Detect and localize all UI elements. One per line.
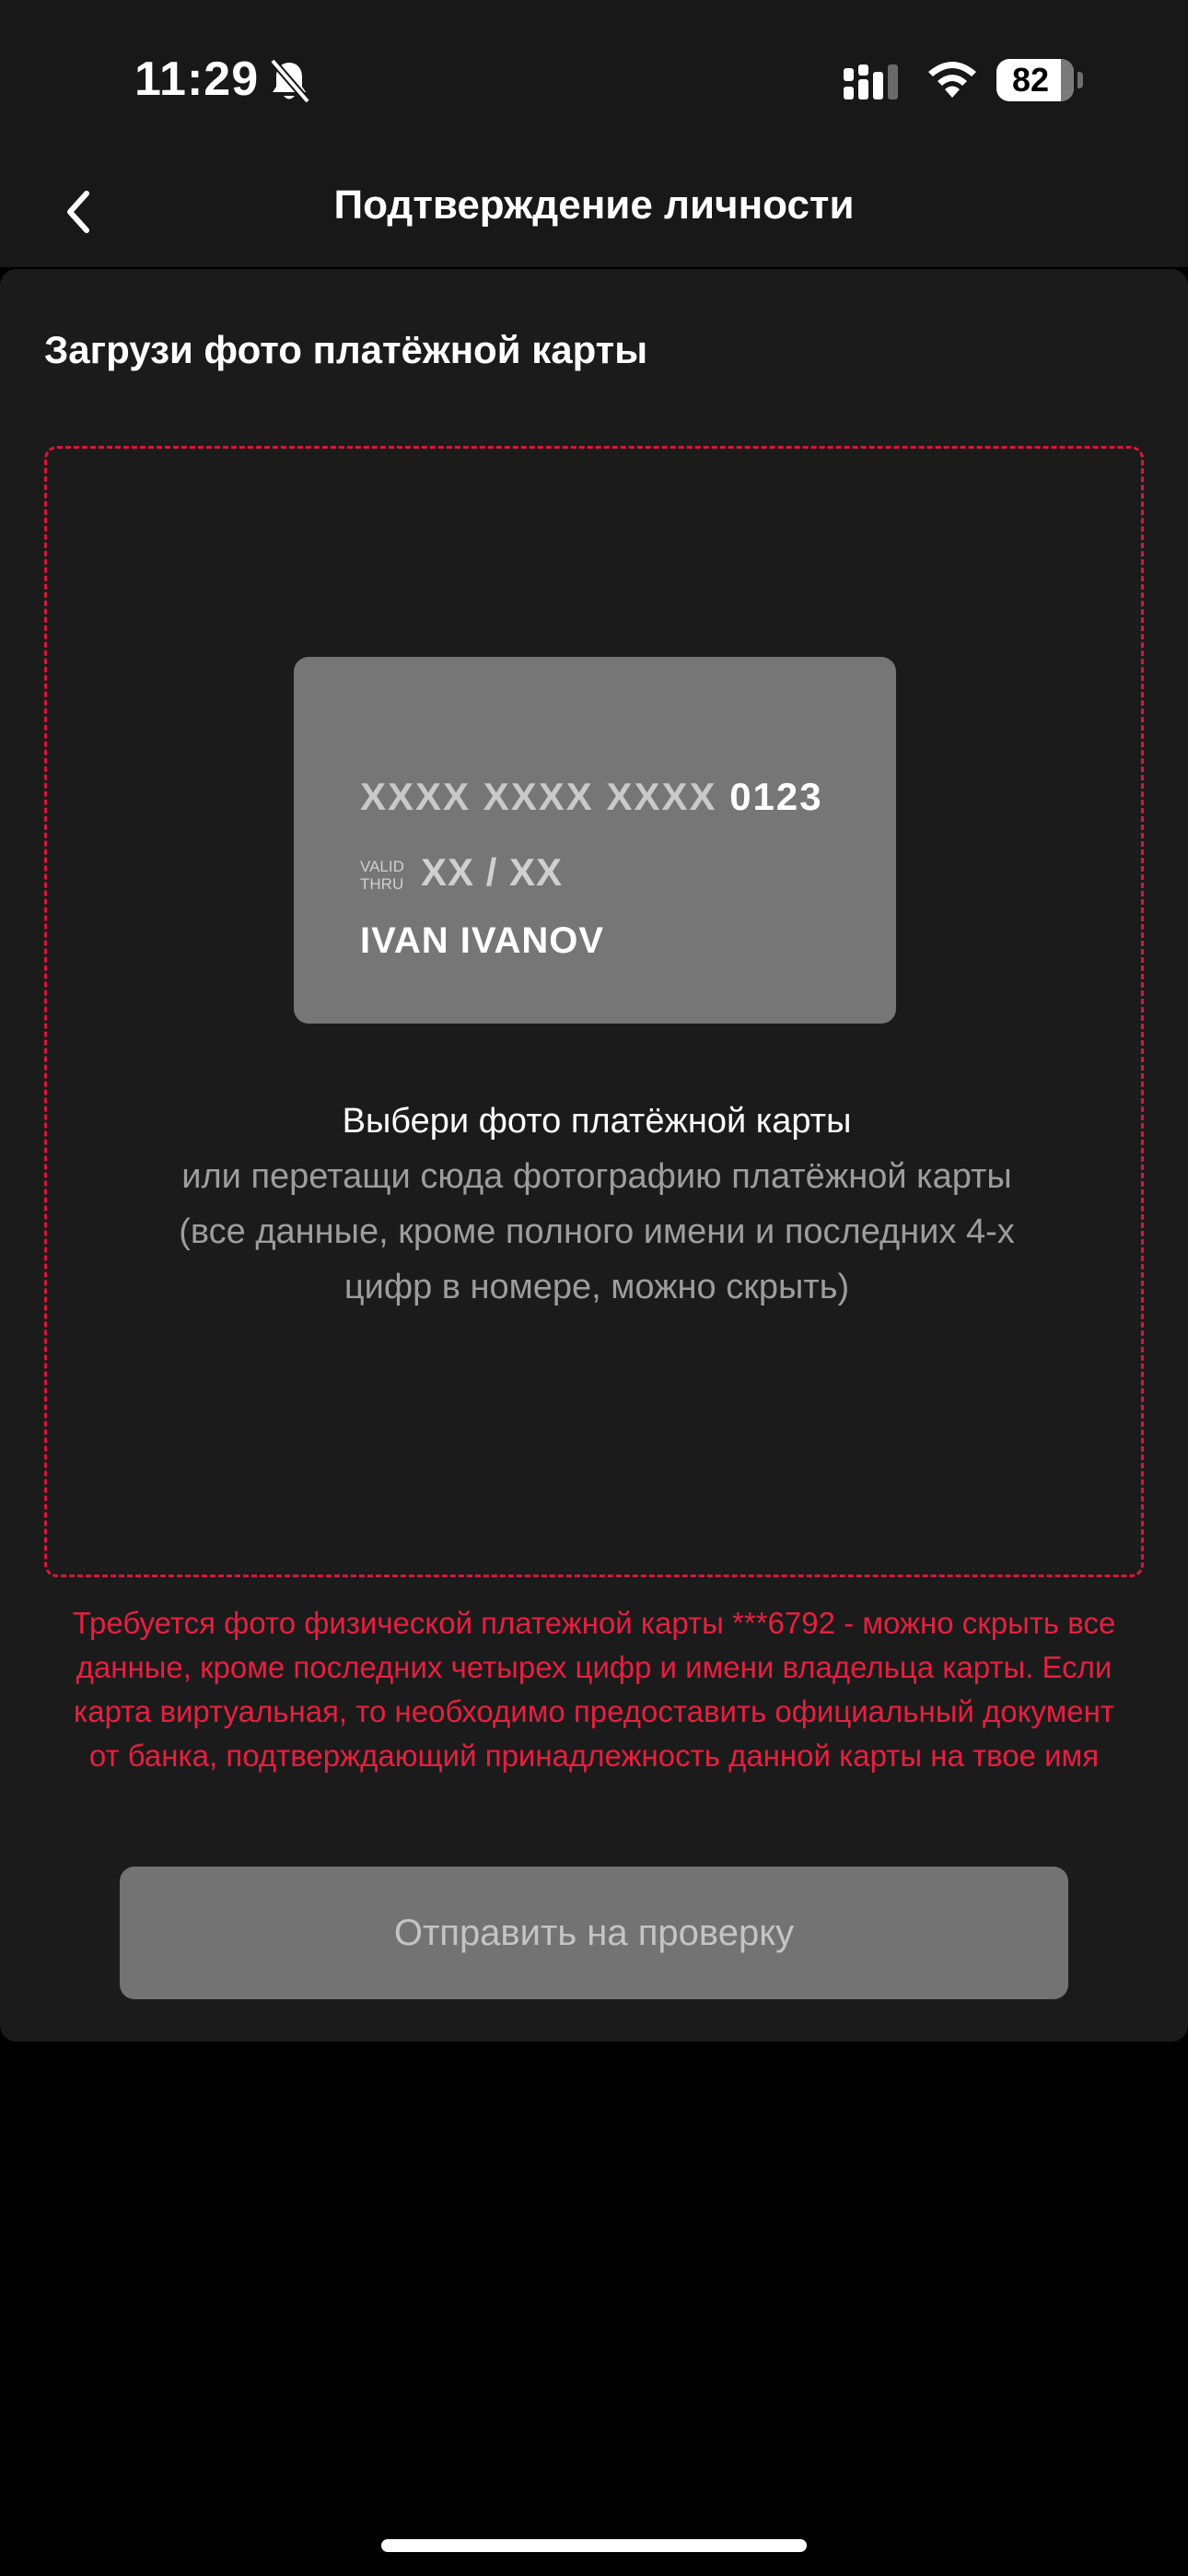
home-indicator (381, 2539, 807, 2552)
card-number (360, 775, 823, 819)
battery-empty-segment (1061, 59, 1074, 101)
battery-level: 82 (1011, 61, 1050, 99)
cellular-signal-icon (842, 63, 903, 103)
upload-panel (0, 269, 1188, 2042)
wifi-icon (925, 59, 980, 101)
card-valid-thru-label (360, 858, 404, 893)
card-expiry: XX / XX (421, 850, 564, 894)
battery-cap (1077, 72, 1083, 88)
card-number-masked: XXXX XXXX XXXX (360, 775, 717, 818)
card-preview (294, 657, 896, 1024)
card-number-last4: 0123 (729, 775, 823, 818)
bell-slash-icon (267, 57, 311, 105)
submit-for-review-button[interactable]: Отправить на проверку (120, 1867, 1068, 1999)
dropzone-instructions (157, 1094, 1036, 1315)
thru-label: THRU (360, 875, 404, 893)
choose-photo-link[interactable]: Выбери фото платёжной карты (342, 1102, 852, 1141)
drag-hint: или перетащи сюда фотографию платёжной карты (все данные, кроме полного имени и последних 4-х цифр в номере, можно скрыть) (179, 1157, 1015, 1306)
status-bar (0, 0, 1188, 157)
valid-label: VALID (360, 858, 404, 875)
section-title: Загрузи фото платёжной карты (44, 328, 648, 371)
battery-icon (996, 59, 1074, 101)
card-requirement-warning: Требуется фото физической платежной карты ***6792 - можно скрыть все данные, кроме последних четырех цифр и имени владельца карты. Если карта виртуальная, то необходимо предоставить официальный документ от банка, подтверждающий принадлежность данной карты на твое имя (72, 1606, 1116, 1773)
photo-dropzone[interactable] (44, 446, 1144, 1577)
status-time: 11:29 (134, 53, 260, 106)
card-holder-name: IVAN IVANOV (360, 920, 605, 961)
page-title: Подтверждение личности (333, 182, 855, 228)
nav-bar (0, 157, 1188, 267)
